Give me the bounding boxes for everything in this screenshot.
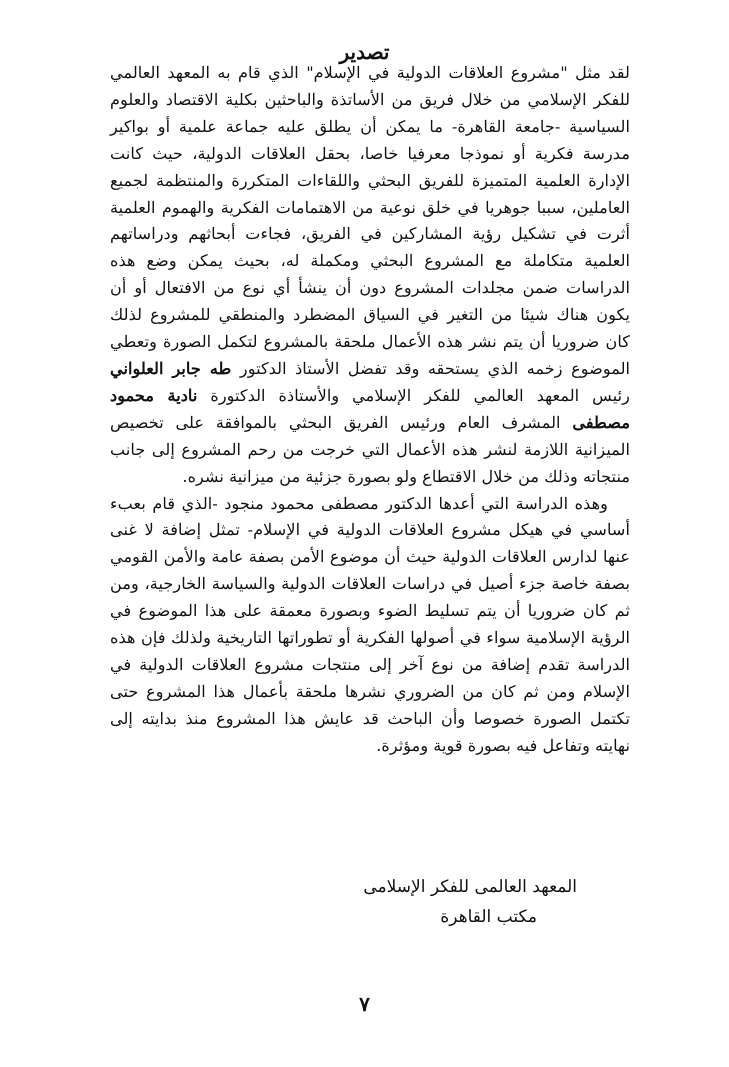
paragraph-1-segment-5: المشرف العام ورئيس الفريق البحثي بالموافقة على تخصيص الميزانية اللازمة لنشر هذه الأعمال التي خرجت من رحم المشروع إلى جانب منتجاته وذلك من خلال الاقتطاع ولو بصورة جزئية من ميزانية نشره. bbox=[110, 412, 630, 486]
author-name-alalwani: طه جابر العلواني bbox=[110, 358, 232, 378]
page-title: تصدير bbox=[339, 40, 390, 64]
paragraph-1 bbox=[110, 60, 630, 491]
signature-institute: المعهد العالمى للفكر الإسلامى bbox=[363, 877, 577, 897]
paragraph-1-segment-3: رئيس المعهد العالمي للفكر الإسلامي والأستاذة الدكتورة bbox=[197, 385, 630, 405]
signature-office: مكتب القاهرة bbox=[440, 907, 537, 927]
body-text bbox=[110, 60, 630, 760]
paragraph-2-segment-1: وهذه الدراسة التي أعدها الدكتور مصطفى محمود منجود -الذي قام بعبء أساسي في هيكل مشروع العلاقات الدولية في الإسلام- تمثل إضافة لا غنى عنها لدارس العلاقات الدولية حيث أن موضوع الأمن بصفة عامة والأمن القومي بصفة خاصة جزء أصيل في دراسات العلاقات الدولية والسياسة الخارجية، ومن ثم كان ضروريا أن يتم تسليط الضوء وبصورة معمقة على هذا الموضوع في الرؤية الإسلامية سواء في أصولها الفكرية أو تطوراتها التاريخية ولذلك فإن هذه الدراسة تقدم إضافة من نوع آخر إلى منتجات مشروع العلاقات الدولية في الإسلام ومن ثم كان من الضروري نشرها ملحقة بأعمال هذا المشروع حتى تكتمل الصورة خصوصا وأن الباحث قد عايش هذا المشروع منذ بدايته إلى نهايته وتفاعل فيه بصورة قوية ومؤثرة. bbox=[110, 493, 630, 755]
paragraph-2 bbox=[110, 491, 630, 760]
paragraph-1-segment-1: لقد مثل "مشروع العلاقات الدولية في الإسلام" الذي قام به المعهد العالمي للفكر الإسلامي من خلال فريق من الأساتذة والباحثين بكلية الاقتصاد والعلوم السياسية -جامعة القاهرة- ما يمكن أن يطلق عليه جماعة علمية أو بواكير مدرسة فكرية أو نموذجا معرفيا خاصا، بحقل العلاقات الدولية، حيث كانت الإدارة العلمية المتميزة للفريق البحثي واللقاءات المتكررة والمنتظمة لجميع العاملين، سببا جوهريا في خلق نوعية من الاهتمامات الفكرية والهموم العلمية أثرت في تشكيل رؤية المشاركين في الفريق، فجاءت أبحاثهم ودراساتهم العلمية متكاملة مع المشروع البحثي ومكملة له، بحيث يمكن وضع هذه الدراسات ضمن مجلدات المشروع دون أن ينشأ أي نوع من الافتعال أو أن يكون هناك شيئا من التغير في السياق المضطرد والمنطقي للمشروع لذلك كان ضروريا أن يتم نشر هذه الأعمال ملحقة بالمشروع لتكمل الصورة وتعطي الموضوع زخمه الذي يستحقه وقد تفضل الأستاذ الدكتور bbox=[110, 63, 630, 378]
author-name-nadia-mustafa: نادية محمود مصطفى bbox=[110, 385, 630, 432]
page-number: ٧ bbox=[359, 992, 370, 1016]
